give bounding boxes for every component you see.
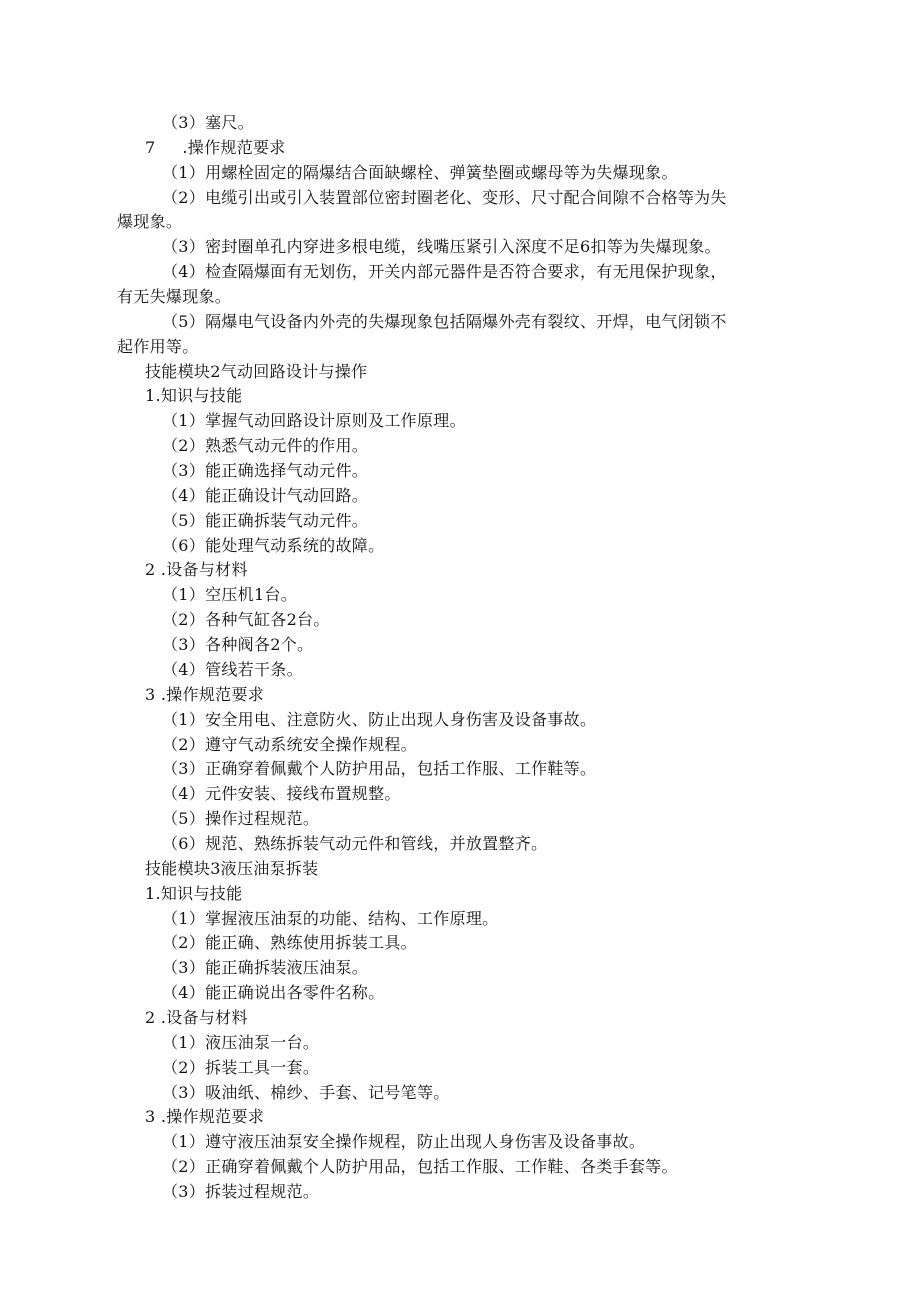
list-item: （3）各种阀各2个。 <box>162 635 314 655</box>
list-item-continuation: 有无失爆现象。 <box>117 287 232 307</box>
list-item: （6）规范、熟练拆装气动元件和管线，并放置整齐。 <box>162 833 548 853</box>
list-item: （2）熟悉气动元件的作用。 <box>162 436 369 456</box>
list-item: （1）掌握液压油泵的功能、结构、工作原理。 <box>162 908 499 928</box>
subsection-heading: 1.知识与技能 <box>145 883 243 903</box>
list-item: （1）空压机1台。 <box>162 585 298 605</box>
list-item: （4）元件安装、接线布置规整。 <box>162 784 401 804</box>
list-item: （1）遵守液压油泵安全操作规程，防止出现人身伤害及设备事故。 <box>162 1132 646 1152</box>
list-item: （6）能处理气动系统的故障。 <box>162 535 385 555</box>
subsection-heading: 2 .设备与材料 <box>145 560 248 580</box>
list-item-continuation: 起作用等。 <box>117 336 199 356</box>
list-item: （2）各种气缸各2台。 <box>162 610 330 630</box>
list-item: （4）检查隔爆面有无划伤，开关内部元器件是否符合要求，有无甩保护现象， <box>162 262 727 282</box>
section-heading: 技能模块3液压油泵拆装 <box>145 858 319 878</box>
list-item: （3）拆装过程规范。 <box>162 1181 320 1201</box>
list-item: （4）能正确说出各零件名称。 <box>162 983 385 1003</box>
list-item: （2）遵守气动系统安全操作规程。 <box>162 734 417 754</box>
list-item: （3）能正确选择气动元件。 <box>162 461 369 481</box>
subsection-heading: 7 .操作规范要求 <box>145 137 286 157</box>
list-item: （3）塞尺。 <box>162 113 254 132</box>
subsection-heading: 2 .设备与材料 <box>145 1007 248 1027</box>
list-item: （5）隔爆电气设备内外壳的失爆现象包括隔爆外壳有裂纹、开焊，电气闭锁不 <box>162 311 727 331</box>
list-item: （5）能正确拆装气动元件。 <box>162 510 369 530</box>
list-item: （1）掌握气动回路设计原则及工作原理。 <box>162 411 466 431</box>
list-item: （2）拆装工具一套。 <box>162 1057 320 1077</box>
list-item: （1）用螺栓固定的隔爆结合面缺螺栓、弹簧垫圈或螺母等为失爆现象。 <box>162 162 678 182</box>
list-item: （3）正确穿着佩戴个人防护用品，包括工作服、工作鞋等。 <box>162 759 597 779</box>
list-item: （2）正确穿着佩戴个人防护用品，包括工作服、工作鞋、各类手套等。 <box>162 1157 678 1177</box>
list-item: （4）管线若干条。 <box>162 659 303 679</box>
list-item: （1）安全用电、注意防火、防止出现人身伤害及设备事故。 <box>162 709 597 729</box>
section-heading: 技能模块2气动回路设计与操作 <box>145 361 368 381</box>
subsection-heading: 3 .操作规范要求 <box>145 1107 265 1127</box>
list-item: （5）操作过程规范。 <box>162 809 320 829</box>
list-item: （3）能正确拆装液压油泵。 <box>162 958 369 978</box>
list-item: （4）能正确设计气动回路。 <box>162 485 369 505</box>
list-item: （2）能正确、熟练使用拆装工具。 <box>162 933 417 953</box>
list-item: （3）密封圈单孔内穿进多根电缆，线嘴压紧引入深度不足6扣等为失爆现象。 <box>162 237 721 257</box>
subsection-heading: 1.知识与技能 <box>145 386 243 406</box>
list-item: （3）吸油纸、棉纱、手套、记号笔等。 <box>162 1082 450 1102</box>
list-item-continuation: 爆现象。 <box>117 212 183 232</box>
list-item: （2）电缆引出或引入装置部位密封圈老化、变形、尺寸配合间隙不合格等为失 <box>162 187 727 207</box>
list-item: （1）液压油泵一台。 <box>162 1032 320 1052</box>
subsection-heading: 3 .操作规范要求 <box>145 684 265 704</box>
